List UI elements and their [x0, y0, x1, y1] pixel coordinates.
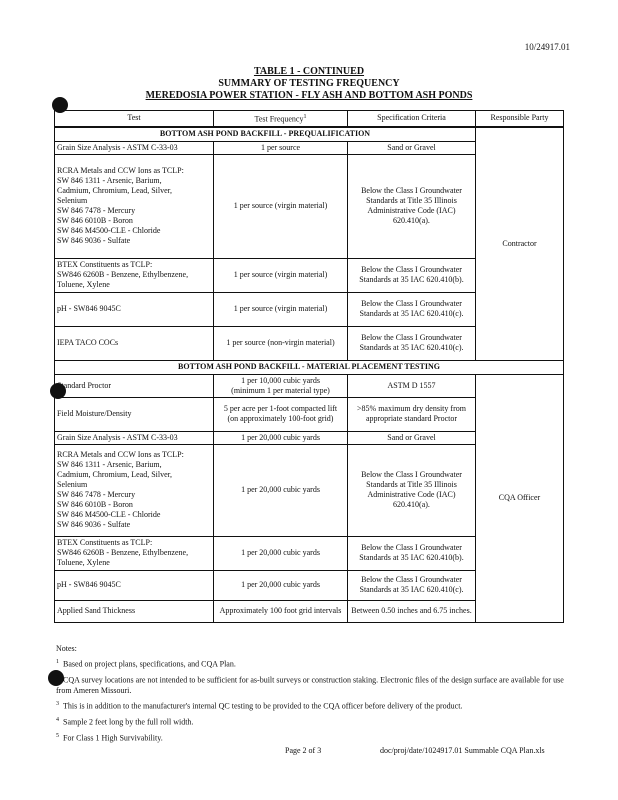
note-item: $^2$ CQA survey locations are not intended to be sufficient for as-built surveys or construction staking. Electronic files of the design surface are available for use from Ameren Missouri.: [56, 674, 564, 696]
spec-cell: Below the Class I Groundwater Standards at 35 IAC 620.410(b).: [348, 536, 476, 570]
test-cell: IEPA TACO COCs: [55, 326, 214, 360]
note-item: $^5$ For Class 1 High Survivability.: [56, 732, 163, 743]
spec-cell: Sand or Gravel: [348, 431, 476, 444]
note-item: $^4$ Sample 2 feet long by the full roll width.: [56, 716, 194, 727]
spec-cell: ASTM D 1557: [348, 374, 476, 397]
notes-section: [56, 643, 576, 746]
test-cell: Applied Sand Thickness: [55, 600, 214, 622]
responsible-party-cell: Contractor: [476, 127, 564, 361]
spec-cell: Below the Class I Groundwater Standards at 35 IAC 620.410(c).: [348, 292, 476, 326]
frequency-cell: 1 per 20,000 cubic yards: [214, 570, 348, 600]
frequency-cell: 1 per source (virgin material): [214, 258, 348, 292]
header-specification: Specification Criteria: [348, 111, 476, 127]
frequency-cell: 1 per 10,000 cubic yards (minimum 1 per material type): [214, 374, 348, 397]
section-title: BOTTOM ASH POND BACKFILL - PREQUALIFICATION: [55, 127, 476, 142]
spec-cell: Below the Class I Groundwater Standards at 35 IAC 620.410(c).: [348, 326, 476, 360]
note-item: $^1$ Based on project plans, specifications, and CQA Plan.: [56, 659, 236, 669]
header-test: Test: [55, 111, 214, 127]
spec-cell: Below the Class I Groundwater Standards at 35 IAC 620.410(c).: [348, 570, 476, 600]
spec-cell: Below the Class I Groundwater Standards at Title 35 Illinois Administrative Code (IAC) 620.410(a).: [348, 444, 476, 536]
test-cell: pH - SW846 9045C: [55, 292, 214, 326]
spec-cell: Sand or Gravel: [348, 141, 476, 154]
notes-label: Notes:: [56, 644, 77, 653]
frequency-cell: 1 per 20,000 cubic yards: [214, 431, 348, 444]
frequency-cell: 1 per 20,000 cubic yards: [214, 444, 348, 536]
test-cell: RCRA Metals and CCW Ions as TCLP: SW 846 1311 - Arsenic, Barium, Cadmium, Chromium, Lead, Silver, Selenium SW 846 7478 - Mercury SW 846 6010B - Boron SW 846 M4500-CLE - Chloride SW 846 9036 - Sulfate: [55, 154, 214, 258]
test-cell: Grain Size Analysis - ASTM C-33-03: [55, 141, 214, 154]
test-cell: BTEX Constituents as TCLP: SW846 6260B - Benzene, Ethylbenzene, Toluene, Xylene: [55, 258, 214, 292]
header-responsible-party: Responsible Party: [476, 111, 564, 127]
responsible-party-cell: CQA Officer: [476, 374, 564, 622]
frequency-cell: 1 per source (virgin material): [214, 154, 348, 258]
table-subtitle: SUMMARY OF TESTING FREQUENCY: [218, 78, 400, 89]
test-cell: RCRA Metals and CCW Ions as TCLP: SW 846 1311 - Arsenic, Barium, Cadmium, Chromium, Lead, Silver, Selenium SW 846 7478 - Mercury SW 846 6010B - Boron SW 846 M4500-CLE - Chloride SW 846 9036 - Sulfate: [55, 444, 214, 536]
test-cell: Grain Size Analysis - ASTM C-33-03: [55, 431, 214, 444]
test-cell: Field Moisture/Density: [55, 397, 214, 431]
test-cell: Standard Proctor: [55, 374, 214, 397]
note-item: $^3$ This is in addition to the manufacturer's internal QC testing to be provided to the CQA officer before delivery of the product.: [56, 701, 463, 711]
spec-cell: Between 0.50 inches and 6.75 inches.: [348, 600, 476, 622]
file-path: doc/proj/date/1024917.01 Summable CQA Plan.xls: [380, 746, 545, 755]
test-cell: BTEX Constituents as TCLP: SW846 6260B - Benzene, Ethylbenzene, Toluene, Xylene: [55, 536, 214, 570]
table-title: TABLE 1 - CONTINUED: [253, 66, 365, 77]
document-id: 10/24917.01: [524, 42, 570, 52]
test-cell: pH - SW846 9045C: [55, 570, 214, 600]
section-title: BOTTOM ASH POND BACKFILL - MATERIAL PLACEMENT TESTING: [55, 360, 564, 374]
frequency-cell: 5 per acre per 1-foot compacted lift (on approximately 100-foot grid): [214, 397, 348, 431]
frequency-cell: 1 per source (non-virgin material): [214, 326, 348, 360]
testing-frequency-table: [54, 110, 564, 623]
frequency-cell: 1 per source (virgin material): [214, 292, 348, 326]
frequency-cell: 1 per source: [214, 141, 348, 154]
table-site-title: MEREDOSIA POWER STATION - FLY ASH AND BOTTOM ASH PONDS: [145, 90, 473, 101]
header-frequency: Test Frequency$^1$: [214, 111, 348, 127]
frequency-cell: 1 per 20,000 cubic yards: [214, 536, 348, 570]
spec-cell: >85% maximum dry density from appropriate standard Proctor: [348, 397, 476, 431]
spec-cell: Below the Class I Groundwater Standards at Title 35 Illinois Administrative Code (IAC) 620.410(a).: [348, 154, 476, 258]
table-header-row: [55, 111, 564, 127]
frequency-cell: Approximately 100 foot grid intervals: [214, 600, 348, 622]
page-number: Page 2 of 3: [285, 746, 322, 755]
table-title-block: [0, 66, 618, 102]
spec-cell: Below the Class I Groundwater Standards at 35 IAC 620.410(b).: [348, 258, 476, 292]
